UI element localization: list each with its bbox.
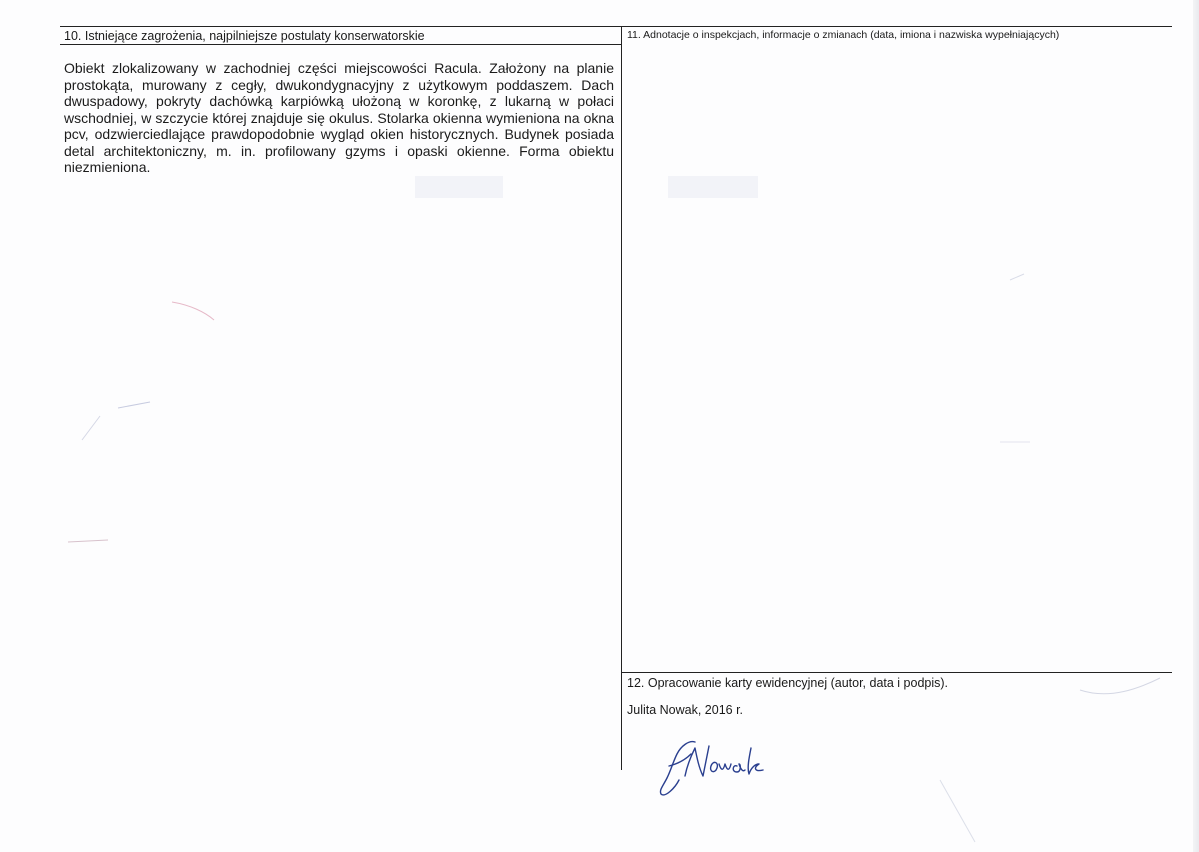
section10-text: Obiekt zlokalizowany w zachodniej części miejscowości Racula. Założony na planie prostokąta, murowany z cegły, dwukondygnacyjny z użytkowym poddaszem. Dach dwuspadowy, pokryty dachówką karpiówką ułożoną w koronkę, z lukarną w połaci wschodniej, w szczycie której znajduje się okulus. Stolarka okienna wymieniona na okna pcv, odzwierciedlające prawdopodobnie wygląd okien historycznych. Budynek posiada detal architektoniczny, m. in. profilowany gzyms i opaski okienne. Forma obiektu niezmieniona. [64, 60, 614, 175]
author-date: Julita Nowak, 2016 r. [627, 703, 744, 717]
column-divider [621, 26, 622, 770]
section11-heading: 11. Adnotacje o inspekcjach, informacje o zmianach (data, imiona i nazwiska wypełniających) [627, 29, 1060, 41]
scan-edge [1193, 0, 1199, 852]
handwritten-signature [655, 736, 795, 798]
scan-smudge [668, 176, 758, 198]
section10-body [64, 60, 614, 176]
top-rule [60, 26, 1172, 27]
section12-rule [621, 672, 1172, 673]
section10-heading: 10. Istniejące zagrożenia, najpilniejsze postulaty konserwatorskie [64, 29, 425, 43]
heading-rule [60, 44, 622, 45]
scan-smudge [415, 176, 503, 198]
section12-heading: 12. Opracowanie karty ewidencyjnej (autor, data i podpis). [627, 676, 949, 690]
